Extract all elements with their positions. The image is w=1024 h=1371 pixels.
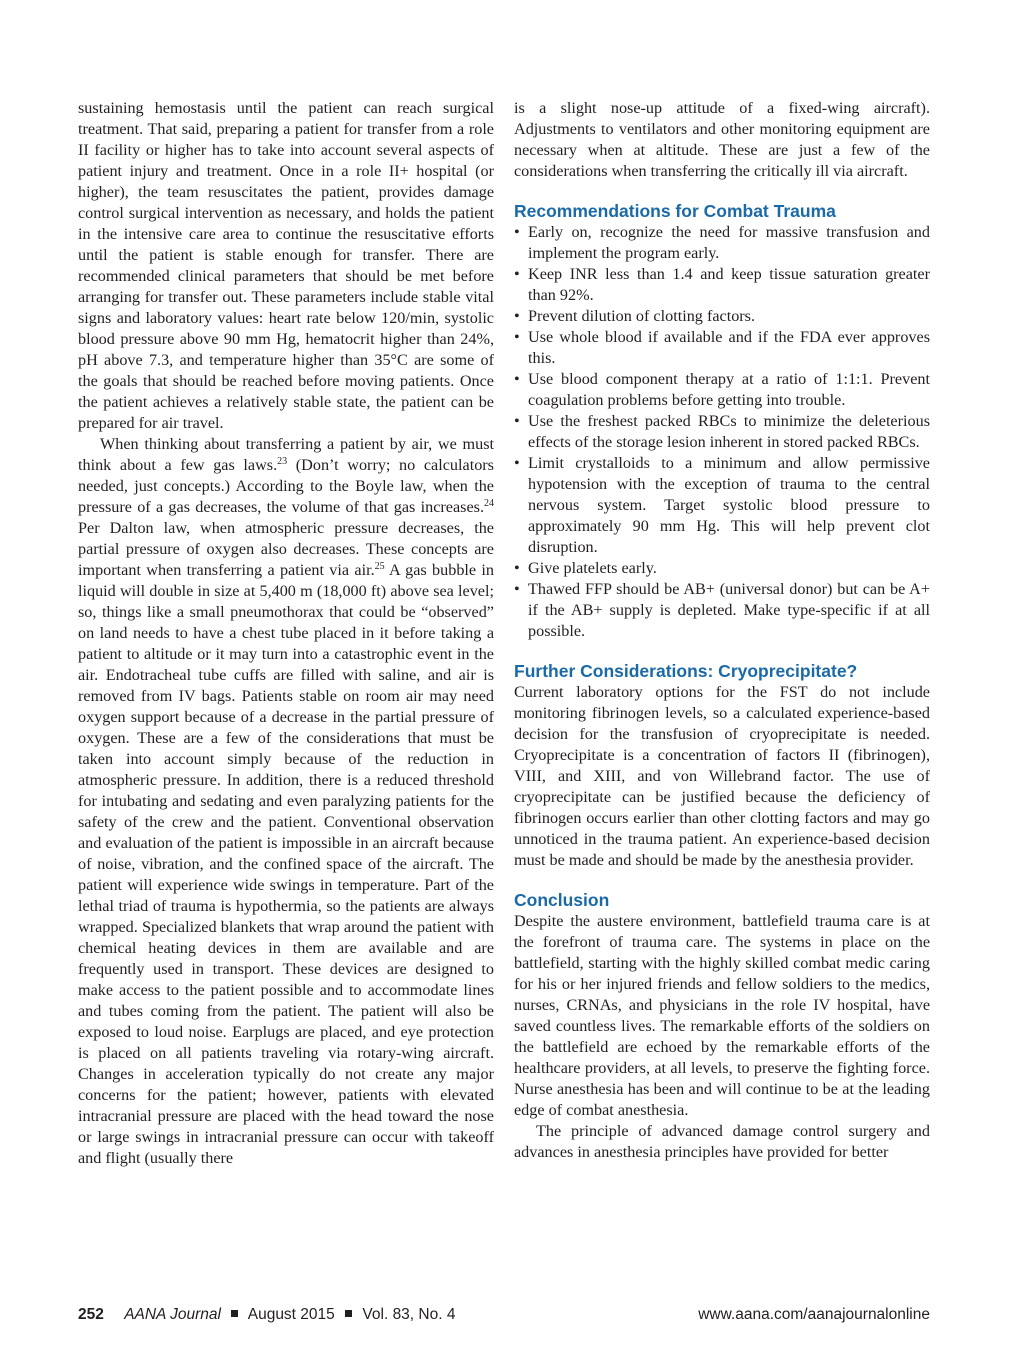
separator-square-icon (345, 1310, 352, 1317)
page-footer (78, 1306, 930, 1326)
heading-recommendations: Recommendations for Combat Trauma (514, 201, 836, 221)
list-item: • Use whole blood if available and if the FDA ever approves this. (514, 328, 930, 367)
left-column (78, 98, 494, 1169)
list-item: • Prevent dilution of clotting factors. (514, 307, 756, 325)
list-item: • Limit crystalloids to a minimum and allow permissive hypotension with the exception of trauma to the central nervous system. Target systolic blood pressure to approximately 90 mm Hg. This will help prevent clot disruption. (514, 454, 930, 556)
list-item: • Give platelets early. (514, 559, 657, 577)
list-item: • Use blood component therapy at a ratio of 1:1:1. Prevent coagulation problems before getting into trouble. (514, 370, 930, 409)
issue-date: August 2015 (247, 1306, 335, 1323)
gas-laws-text-3: Per Dalton law, when atmospheric pressure decreases, the partial pressure of oxygen also decreases. These concepts are important when transferring a patient via air. (78, 519, 494, 579)
reference-25: 25 (374, 561, 385, 572)
gas-laws-text-4: A gas bubble in liquid will double in size at 5,400 m (18,000 ft) above sea level; so, things like a small pneumothorax that could be “observed” on land needs to have a chest tube placed in it before taking a patient to altitude or it may turn into a catastrophic event in the air. Endotracheal tube cuffs are filled with saline, and air is removed from IV bags. Patients stable on room air may need oxygen support because of a decrease in the partial pressure of oxygen. These are a few of the considerations that must be taken into account simply because of the reduction in atmospheric pressure. In addition, there is a reduced threshold for intubating and sedating and even paralyzing patients for the safety of the crew and the patient. Conventional observation and evaluation of the patient is impossible in an aircraft because of noise, vibration, and the confined space of the aircraft. The patient will experience wide swings in temperature. Part of the lethal triad of trauma is hypothermia, so the patients are always wrapped. Specialized blankets that wrap around the patient with chemical heating devices in them are available and are frequently used in transport. These devices are designed to make access to the patient possible and to accommodate lines and tubes coming from the patient. The patient will also be exposed to loud noise. Earplugs are placed, and eye protection is placed on all patients traveling via rotary-wing aircraft. Changes in acceleration typically do not create any major concerns for the patient; however, patients with elevated intracranial pressure are placed with the head toward the nose or large swings in intracranial pressure can occur with takeoff and flight (usually there (78, 561, 494, 1167)
recommendations-list (514, 222, 930, 642)
paragraph-gas-laws (78, 434, 494, 1169)
list-item: • Early on, recognize the need for massive transfusion and implement the program early. (514, 223, 930, 262)
gas-laws-text-1: When thinking about transferring a patient by air, we must think about a few gas laws. (78, 435, 494, 474)
paragraph-conclusion-2: The principle of advanced damage control surgery and advances in anesthesia principles have provided for better (514, 1122, 930, 1161)
heading-conclusion: Conclusion (514, 890, 610, 910)
heading-cryoprecipitate: Further Considerations: Cryoprecipitate? (514, 661, 858, 681)
paragraph-patient-transfer: sustaining hemostasis until the patient can reach surgical treatment. That said, preparing a patient for transfer from a role II facility or higher has to take into account several aspects of patient injury and treatment. Once in a role II+ hospital (or higher), the team resuscitates the patient, provides damage control surgical intervention as necessary, and holds the patient in the intensive care area to continue the resuscitative efforts until the patient is stable enough for transfer. There are recommended clinical parameters that should be met before arranging for transfer out. These parameters include stable vital signs and laboratory values: heart rate below 120/min, systolic blood pressure above 90 mm Hg, hematocrit higher than 24%, pH above 7.3, and temperature higher than 35°C are some of the goals that should be reached before moving patients. Once the patient achieves a relatively stable state, the patient can be prepared for air travel. (78, 99, 494, 432)
list-item: • Use the freshest packed RBCs to minimize the deleterious effects of the storage lesion inherent in stored packed RBCs. (514, 412, 930, 451)
list-item: • Thawed FFP should be AB+ (universal donor) but can be A+ if the AB+ supply is depleted. Make type-specific if at all possible. (514, 580, 930, 640)
separator-square-icon (231, 1310, 238, 1317)
page-number: 252 (78, 1306, 104, 1323)
list-item: • Keep INR less than 1.4 and keep tissue saturation greater than 92%. (514, 265, 930, 304)
reference-24: 24 (484, 498, 494, 509)
journal-name: AANA Journal (124, 1306, 221, 1323)
journal-url[interactable]: www.aana.com/aanajournalonline (698, 1306, 930, 1323)
right-column (514, 98, 930, 1163)
paragraph-aircraft-continuation: is a slight nose-up attitude of a fixed-wing aircraft). Adjustments to ventilators and other monitoring equipment are necessary when at altitude. These are just a few of the considerations when transferring the critically ill via aircraft. (514, 99, 930, 180)
paragraph-cryoprecipitate: Current laboratory options for the FST do not include monitoring fibrinogen levels, so a calculated experience-based decision for the transfusion of cryoprecipitate is needed. Cryoprecipitate is a concentration of factors II (fibrinogen), VIII, and XIII, and von Willebrand factor. The use of cryoprecipitate can be justified because the deficiency of fibrinogen occurs earlier than other clotting factors and may go unnoticed in the trauma patient. An experience-based decision must be made and should be made by the anesthesia provider. (514, 683, 930, 869)
volume-issue: Vol. 83, No. 4 (362, 1306, 456, 1323)
paragraph-conclusion-1: Despite the austere environment, battlefield trauma care is at the forefront of trauma care. The systems in place on the battlefield, starting with the highly skilled combat medic caring for his or her injured friends and fellow soldiers to the medics, nurses, CRNAs, and physicians in the role IV hospital, have saved countless lives. The remarkable efforts of the soldiers on the battlefield are echoed by the remarkable efforts of the healthcare providers, at all levels, to preserve the fighting force. Nurse anesthesia has been and will continue to be at the leading edge of combat anesthesia. (514, 912, 930, 1119)
reference-23: 23 (277, 456, 288, 467)
gas-laws-text-2: (Don’t worry; no calculators needed, just concepts.) According to the Boyle law, when the pressure of a gas decreases, the volume of that gas increases. (78, 456, 494, 516)
